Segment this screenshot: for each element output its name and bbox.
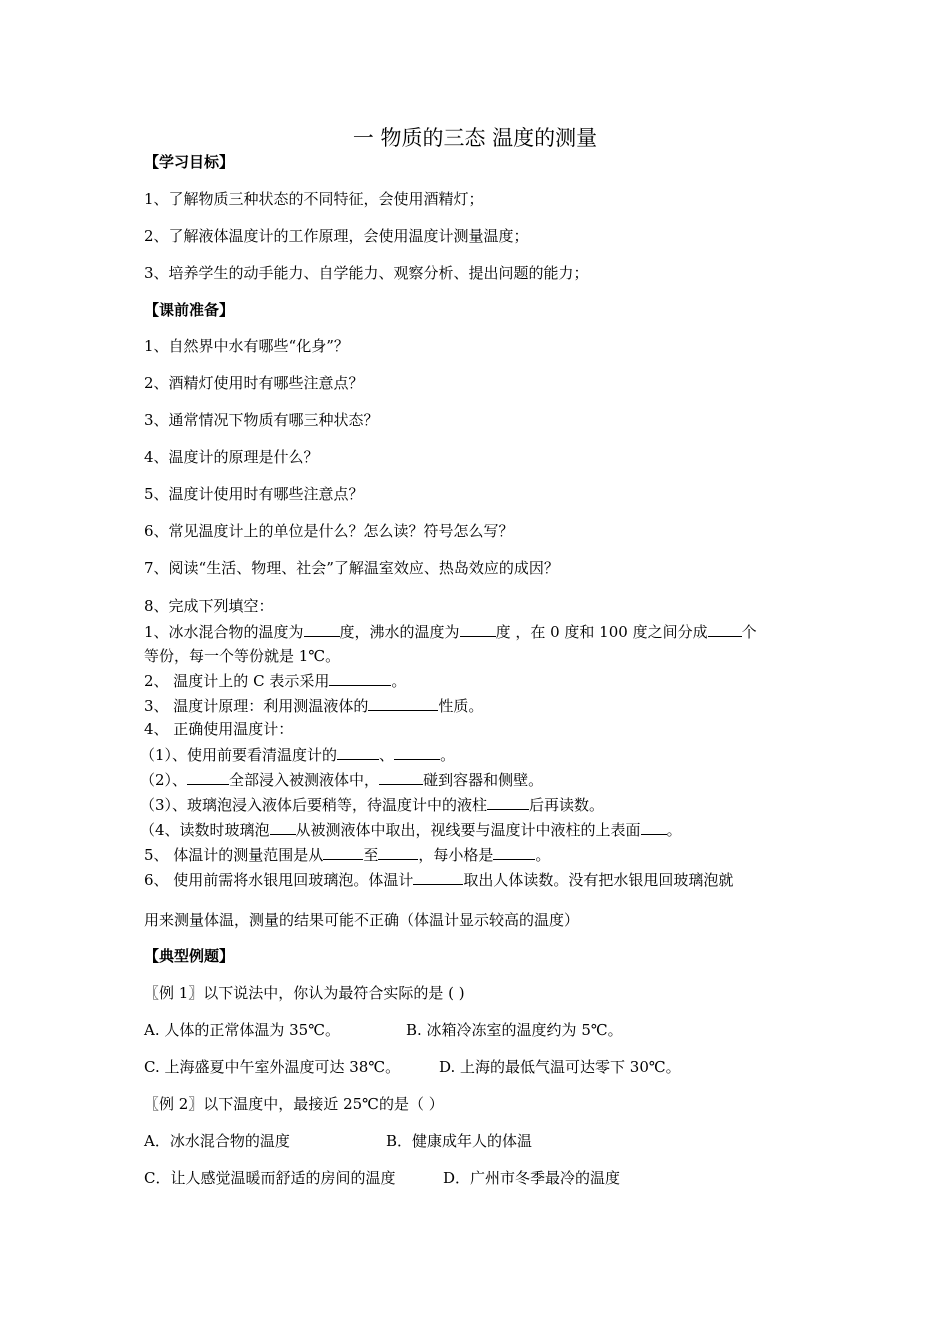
fill-text: 碰到容器和侧壁。 [423, 771, 544, 789]
answer-blank[interactable] [708, 621, 742, 637]
fill-line-4-2 [140, 769, 543, 790]
fill-text: ，每小格是 [418, 846, 494, 864]
fill-text: 。 [391, 672, 407, 690]
fill-text: （1）、使用前要看清温度计的 [140, 746, 338, 764]
fill-text: 。 [666, 821, 682, 839]
fill-text: （3）、玻璃泡浸入液体后要稍等，待温度计中的液柱 [140, 796, 488, 814]
fill-line-1 [144, 621, 757, 642]
fill-text: 2、 温度计上的 C 表示采用 [144, 672, 330, 690]
example-2-option-d: D．广州市冬季最冷的温度 [443, 1169, 621, 1187]
answer-blank[interactable] [270, 819, 296, 835]
fill-text: 。 [440, 746, 456, 764]
answer-blank[interactable] [394, 744, 440, 760]
answer-blank[interactable] [304, 621, 340, 637]
fill-line-4-1 [140, 744, 455, 765]
answer-blank[interactable] [323, 844, 363, 860]
page-title: 一 物质的三态 温度的测量 [352, 126, 598, 150]
goal-item-2: 2、了解液体温度计的工作原理，会使用温度计测量温度； [144, 227, 529, 245]
answer-blank[interactable] [368, 695, 438, 711]
prep-item-3: 3、通常情况下物质有哪三种状态？ [144, 411, 379, 429]
goal-item-3: 3、培养学生的动手能力、自学能力、观察分析、提出问题的能力； [144, 264, 589, 282]
fill-text: 后再读数。 [529, 796, 605, 814]
answer-blank[interactable] [187, 769, 229, 785]
answer-blank[interactable] [460, 621, 496, 637]
fill-text: 全部浸入被测液体中， [229, 771, 380, 789]
answer-blank[interactable] [329, 670, 391, 686]
answer-blank[interactable] [378, 844, 418, 860]
fill-line-5 [144, 844, 550, 865]
fill-text: 、 [379, 746, 395, 764]
prep-item-7: 7、阅读“生活、物理、社会”了解温室效应、热岛效应的成因？ [144, 559, 559, 577]
fill-line-4-4 [140, 819, 682, 840]
goal-item-1: 1、了解物质三种状态的不同特征，会使用酒精灯； [144, 190, 484, 208]
example-2-question: 〖例 2〗以下温度中，最接近 25℃的是（ ） [144, 1095, 444, 1113]
fill-text: 取出人体读数。没有把水银甩回玻璃泡就 [463, 871, 734, 889]
answer-blank[interactable] [337, 744, 379, 760]
fill-text: 5、 体温计的测量范围是从 [144, 846, 324, 864]
prep-item-2: 2、酒精灯使用时有哪些注意点？ [144, 374, 364, 392]
prep-item-8: 8、完成下列填空： [144, 597, 274, 615]
fill-text: 个 [741, 623, 757, 641]
example-2-option-b: B．健康成年人的体温 [386, 1132, 533, 1150]
fill-text: 度 ，在 0 度和 100 度之间分成 [495, 623, 708, 641]
fill-line-4: 4、 正确使用温度计： [144, 720, 294, 738]
fill-line-2 [144, 670, 406, 691]
fill-text: 1、冰水混合物的温度为 [144, 623, 304, 641]
fill-line-6 [144, 869, 733, 890]
answer-blank[interactable] [487, 794, 529, 810]
answer-blank[interactable] [641, 819, 667, 835]
fill-text: 3、 温度计原理：利用测温液体的 [144, 697, 369, 715]
fill-text: 。 [535, 846, 551, 864]
fill-text: 6、 使用前需将水银甩回玻璃泡。体温计 [144, 871, 414, 889]
example-2-option-c: C．让人感觉温暖而舒适的房间的温度 [144, 1169, 396, 1187]
fill-text: 从被测液体中取出，视线要与温度计中液柱的上表面 [295, 821, 641, 839]
prep-item-4: 4、温度计的原理是什么？ [144, 448, 319, 466]
goals-heading: 【学习目标】 [144, 153, 235, 171]
prep-item-5: 5、温度计使用时有哪些注意点？ [144, 485, 364, 503]
example-1-option-b: B. 冰箱冷冻室的温度约为 5℃。 [406, 1021, 623, 1039]
example-1-option-d: D. 上海的最低气温可达零下 30℃。 [439, 1058, 681, 1076]
fill-text: （2）、 [140, 771, 188, 789]
answer-blank[interactable] [379, 769, 423, 785]
fill-text: 至 [363, 846, 379, 864]
example-1-option-c: C. 上海盛夏中午室外温度可达 38℃。 [144, 1058, 401, 1076]
fill-text: 性质。 [438, 697, 484, 715]
prep-item-6: 6、常见温度计上的单位是什么？怎么读？符号怎么写？ [144, 522, 514, 540]
prep-heading: 【课前准备】 [144, 301, 235, 319]
prep-item-1: 1、自然界中水有哪些“化身”？ [144, 337, 349, 355]
fill-line-3 [144, 695, 483, 716]
example-2-option-a: A．冰水混合物的温度 [144, 1132, 290, 1150]
fill-line-6-cont: 用来测量体温，测量的结果可能不正确（体温计显示较高的温度） [144, 911, 580, 929]
answer-blank[interactable] [493, 844, 535, 860]
fill-line-1-cont: 等份，每一个等份就是 1℃。 [144, 647, 341, 665]
fill-line-4-3 [140, 794, 604, 815]
examples-heading: 【典型例题】 [144, 947, 235, 965]
example-1-option-a: A. 人体的正常体温为 35℃。 [144, 1021, 341, 1039]
fill-text: 度，沸水的温度为 [339, 623, 460, 641]
fill-text: （4、读数时玻璃泡 [140, 821, 270, 839]
example-1-question: 〖例 1〗以下说法中，你认为最符合实际的是 ( ) [144, 984, 465, 1002]
answer-blank[interactable] [413, 869, 463, 885]
